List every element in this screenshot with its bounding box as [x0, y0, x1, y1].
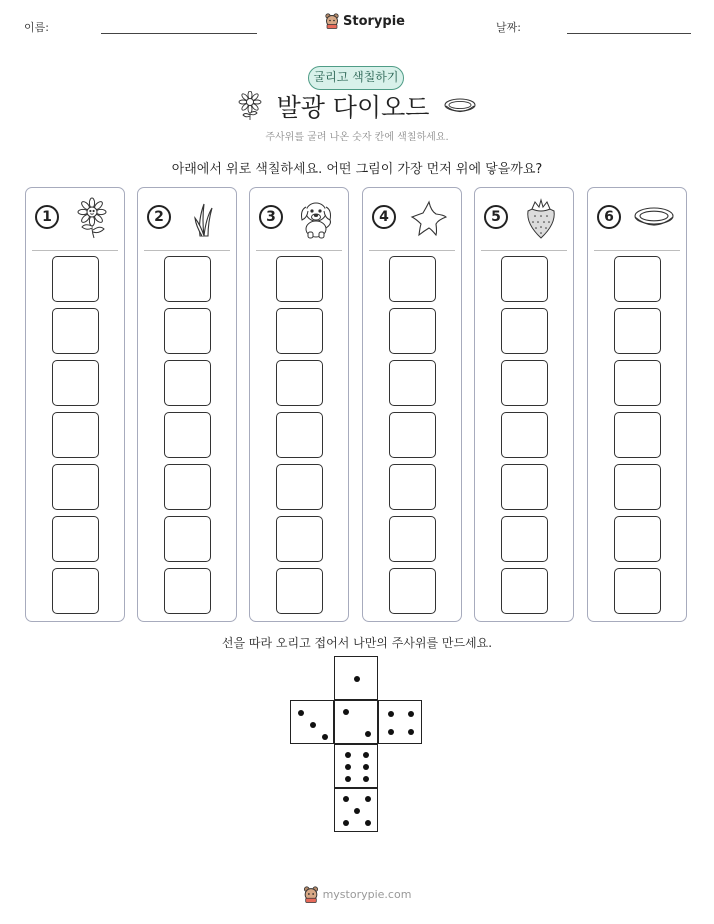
die-net: [290, 656, 424, 834]
die-pip: [363, 776, 369, 782]
color-cell[interactable]: [276, 568, 323, 614]
die-face-6: [334, 744, 378, 788]
color-cell[interactable]: [501, 464, 548, 510]
color-cell[interactable]: [389, 464, 436, 510]
color-cell[interactable]: [389, 256, 436, 302]
die-pip: [354, 808, 360, 814]
color-cell[interactable]: [614, 308, 661, 354]
color-cell[interactable]: [276, 464, 323, 510]
die-instruction: 선을 따라 오리고 접어서 나만의 주사위를 만드세요.: [221, 636, 493, 650]
bear-icon: [325, 13, 339, 29]
color-cell[interactable]: [52, 412, 99, 458]
die-pip: [365, 820, 371, 826]
die-pip: [345, 776, 351, 782]
date-line: [567, 33, 691, 34]
brand-name: Storypie: [343, 13, 405, 29]
color-cell[interactable]: [52, 516, 99, 562]
color-cell[interactable]: [164, 464, 211, 510]
column-header: [250, 188, 348, 250]
color-cell[interactable]: [164, 568, 211, 614]
die-pip: [343, 796, 349, 802]
color-cell[interactable]: [614, 568, 661, 614]
color-cell[interactable]: [164, 256, 211, 302]
die-pip: [408, 711, 414, 717]
color-cell[interactable]: [501, 360, 548, 406]
date-label: 날짜:: [496, 21, 521, 34]
brand-logo: [325, 13, 405, 29]
color-cell[interactable]: [389, 516, 436, 562]
color-cell[interactable]: [389, 360, 436, 406]
column-number: 3: [259, 205, 283, 229]
color-cell[interactable]: [501, 516, 548, 562]
column-5: [474, 187, 574, 622]
name-label: 이름:: [24, 21, 49, 34]
color-cell[interactable]: [614, 256, 661, 302]
column-header: [138, 188, 236, 250]
die-pip: [363, 752, 369, 758]
footer-url: mystorypie.com: [322, 888, 412, 901]
color-cell[interactable]: [52, 256, 99, 302]
color-cell[interactable]: [276, 516, 323, 562]
color-cell[interactable]: [614, 412, 661, 458]
flower-icon: [237, 91, 263, 121]
name-line: [101, 33, 257, 34]
die-face-1: [334, 656, 378, 700]
color-cell[interactable]: [389, 308, 436, 354]
color-cell[interactable]: [614, 360, 661, 406]
subtitle: 주사위를 굴려 나온 숫자 칸에 색칠하세요.: [265, 132, 449, 143]
color-cell[interactable]: [52, 308, 99, 354]
column-2: [137, 187, 237, 622]
bowl-icon: [443, 96, 477, 116]
column-number: 5: [484, 205, 508, 229]
instruction: 아래에서 위로 색칠하세요. 어떤 그림이 가장 먼저 위에 닿을까요?: [171, 162, 543, 177]
title-row: [0, 88, 714, 124]
color-cell[interactable]: [276, 412, 323, 458]
color-cell[interactable]: [52, 568, 99, 614]
color-cell[interactable]: [389, 568, 436, 614]
column-divider: [256, 250, 342, 251]
die-pip: [310, 722, 316, 728]
column-6: [587, 187, 687, 622]
color-cell[interactable]: [389, 412, 436, 458]
column-header: [475, 188, 573, 250]
column-1: [25, 187, 125, 622]
die-face-4: [378, 700, 422, 744]
color-cell[interactable]: [276, 256, 323, 302]
puppy-icon: [294, 196, 338, 240]
die-pip: [363, 764, 369, 770]
page-title: 발광 다이오드: [276, 93, 430, 122]
color-cell[interactable]: [276, 308, 323, 354]
column-number: 6: [597, 205, 621, 229]
column-header: [26, 188, 124, 250]
column-number: 2: [147, 205, 171, 229]
die-pip: [345, 752, 351, 758]
activity-tag: 굴리고 색칠하기: [308, 66, 404, 90]
color-cell[interactable]: [614, 464, 661, 510]
grass-icon: [182, 196, 226, 240]
die-pip: [365, 796, 371, 802]
die-pip: [354, 676, 360, 682]
color-cell[interactable]: [501, 568, 548, 614]
die-face-3: [290, 700, 334, 744]
column-divider: [481, 250, 567, 251]
star-icon: [407, 196, 451, 240]
die-face-5: [334, 788, 378, 832]
die-pip: [408, 729, 414, 735]
die-pip: [322, 734, 328, 740]
die-pip: [388, 729, 394, 735]
flower-icon: [70, 196, 114, 240]
die-pip: [365, 731, 371, 737]
die-pip: [343, 820, 349, 826]
column-header: [363, 188, 461, 250]
color-cell[interactable]: [501, 308, 548, 354]
die-face-2: [334, 700, 378, 744]
color-cell[interactable]: [164, 516, 211, 562]
die-pip: [298, 710, 304, 716]
color-cell[interactable]: [164, 308, 211, 354]
die-pip: [388, 711, 394, 717]
column-divider: [594, 250, 680, 251]
column-4: [362, 187, 462, 622]
column-divider: [144, 250, 230, 251]
die-pip: [345, 764, 351, 770]
strawberry-icon: [519, 196, 563, 240]
column-header: [588, 188, 686, 250]
color-cell[interactable]: [164, 360, 211, 406]
color-cell[interactable]: [52, 464, 99, 510]
color-cell[interactable]: [501, 412, 548, 458]
bear-icon: [303, 886, 319, 903]
bowl-icon: [632, 196, 676, 240]
color-cell[interactable]: [164, 412, 211, 458]
column-3: [249, 187, 349, 622]
column-number: 4: [372, 205, 396, 229]
column-number: 1: [35, 205, 59, 229]
color-cell[interactable]: [276, 360, 323, 406]
color-cell[interactable]: [52, 360, 99, 406]
footer: [0, 886, 714, 903]
color-cell[interactable]: [501, 256, 548, 302]
die-pip: [343, 709, 349, 715]
column-divider: [369, 250, 455, 251]
column-divider: [32, 250, 118, 251]
color-cell[interactable]: [614, 516, 661, 562]
